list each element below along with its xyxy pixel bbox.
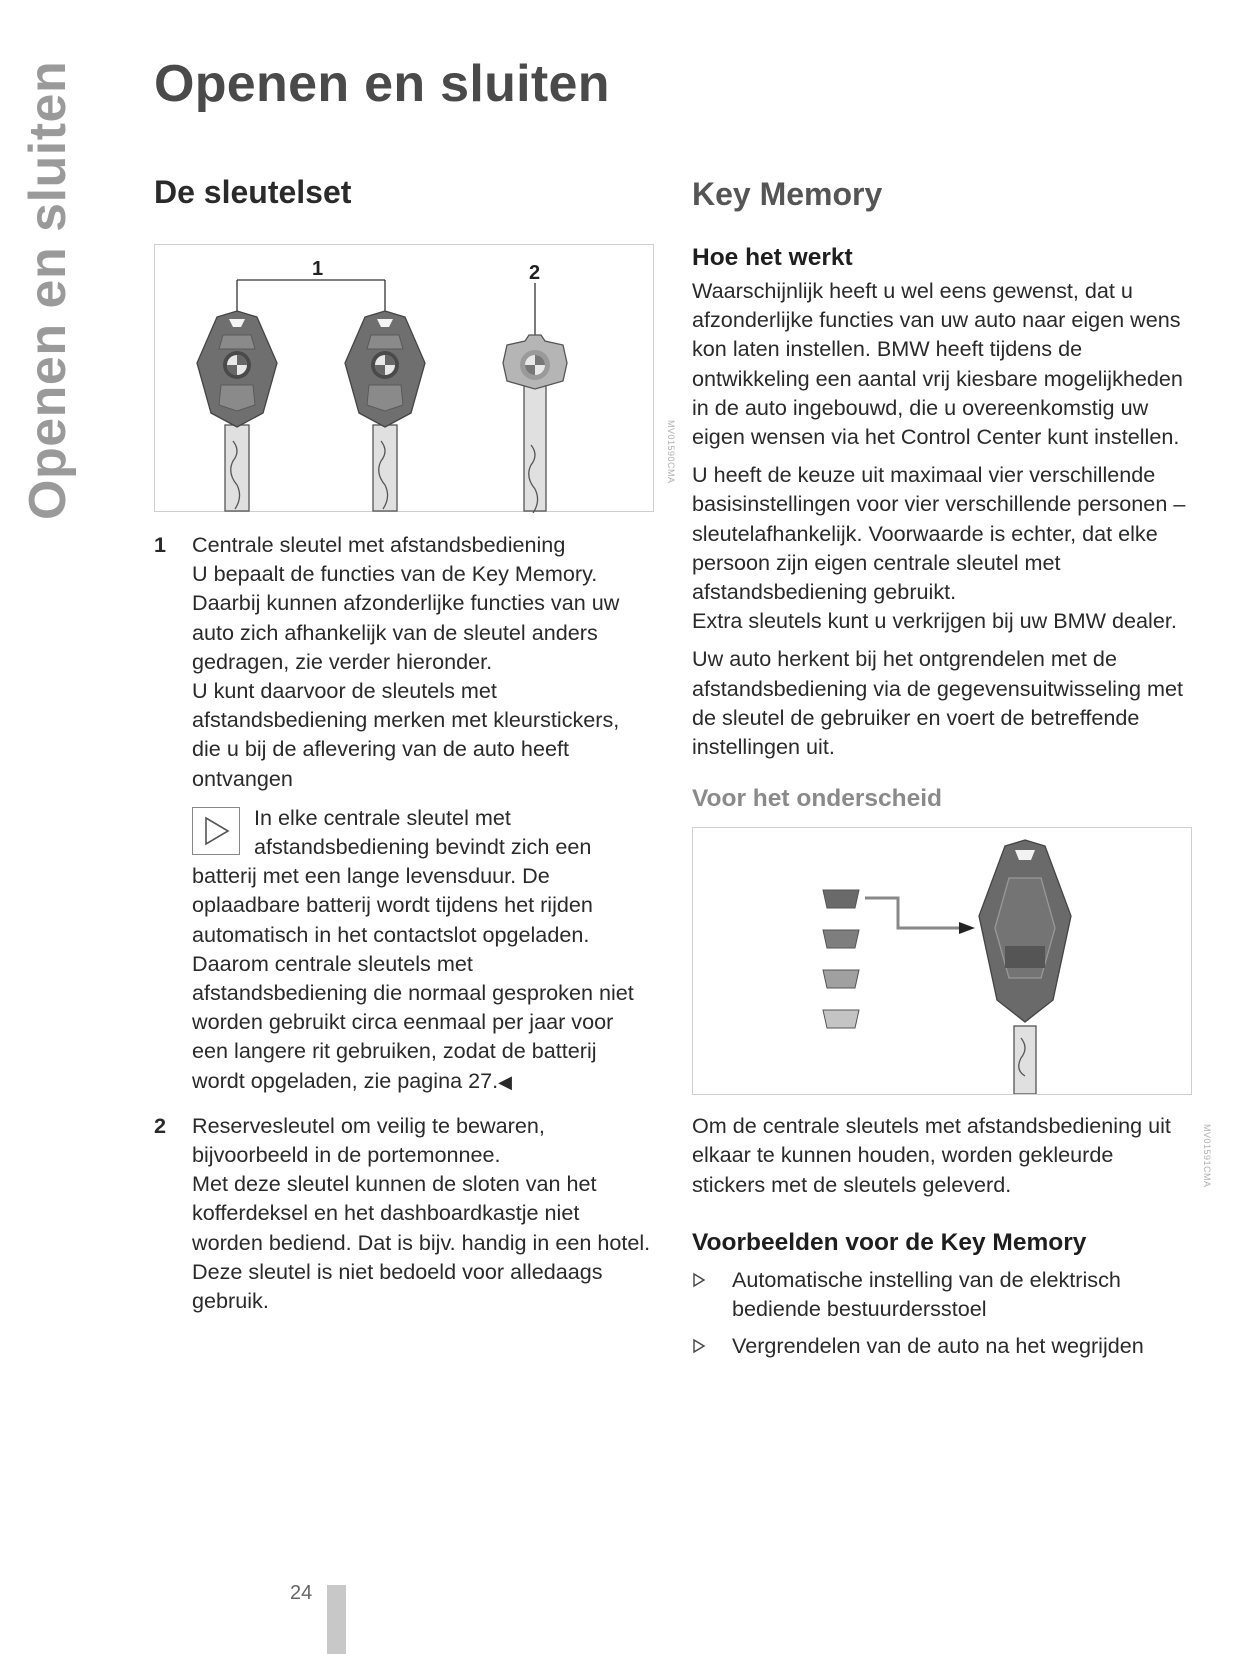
list-item-central-key — [154, 530, 654, 1097]
paragraph: Waarschijnlijk heeft u wel eens gewenst, dat u afzonderlijke functies van uw auto naar eigen wens kon laten instellen. BMW heeft tijdens de ontwikkeling een aantal vrij kiesbare mogelijkheden in de auto ingebouwd, die u overeenkomstig uw eigen wensen via het Control Center kunt instellen. — [692, 278, 1183, 450]
page-title: Openen en sluiten — [154, 55, 610, 113]
triangle-bullet-icon — [692, 1331, 732, 1360]
item-title: Reservesleutel om veilig te bewaren, bijvoorbeeld in de portemonnee. — [192, 1112, 545, 1168]
subheading-how-it-works: Hoe het werkt — [692, 244, 853, 271]
note-block — [192, 803, 654, 1097]
bullet-text: Vergrendelen van de auto na het wegrijden — [732, 1333, 1144, 1359]
list-item — [692, 1265, 1192, 1323]
end-mark-icon: ◀ — [498, 1071, 512, 1092]
bullet-text: Automatische instelling van de elektrisch bediende bestuurdersstoel — [732, 1266, 1121, 1322]
remote-key-1 — [197, 311, 277, 511]
chapter-side-tab: Openen en sluiten — [19, 60, 77, 520]
paragraph: Extra sleutels kunt u verkrijgen bij uw BMW dealer. — [692, 608, 1177, 634]
list-item-spare-key — [154, 1111, 654, 1315]
item-text: U kunt daarvoor de sleutels met afstandsbediening merken met kleurstickers, die u bij de aflevering van de auto heeft ontvangen — [192, 678, 620, 791]
key-set-list — [154, 530, 654, 1315]
page-marker-bar — [327, 1585, 346, 1654]
subheading-distinction: Voor het onderscheid — [692, 785, 943, 813]
callout-2: 2 — [529, 262, 541, 284]
note-text: In elke centrale sleutel met afstandsbediening bevindt zich een batterij met een lange levensduur. De oplaadbare batterij wordt tijdens het rijden automatisch in het contactslot opgeladen. — [192, 804, 593, 947]
remote-key-2 — [345, 311, 425, 511]
sticker-figure — [692, 827, 1192, 1095]
item-text: Met deze sleutel kunnen de sloten van het kofferdeksel en het dashboardkastje niet worden bediend. Dat is bijv. handig in een hotel. Deze sleutel is niet bedoeld voor alledaags gebruik. — [192, 1171, 651, 1314]
examples-list — [692, 1265, 1192, 1361]
section-heading-sleutelset: De sleutelset — [154, 174, 352, 210]
item-number: 1 — [154, 532, 167, 557]
figure-code: MV01591CMA — [1202, 1124, 1212, 1188]
sticker-caption: Om de centrale sleutels met afstandsbediening uit elkaar te kunnen houden, worden gekleurde stickers met de sleutels geleverd. — [692, 1113, 1171, 1197]
item-number: 2 — [154, 1112, 167, 1138]
figure-code: MV01590CMA — [666, 420, 676, 484]
triangle-bullet-icon — [692, 1265, 732, 1323]
keys-illustration — [155, 245, 655, 513]
list-item — [692, 1331, 1192, 1360]
section-heading-key-memory: Key Memory — [692, 176, 883, 212]
stickers-illustration — [693, 828, 1191, 1094]
note-text-2: Daarom centrale sleutels met afstandsbediening die normaal gesproken niet worden gebruikt circa eenmaal per jaar voor een langere rit gebruiken, zodat de batterij wordt opgeladen, zie pagina 27. — [192, 950, 634, 1093]
paragraph: U heeft de keuze uit maximaal vier verschillende basisinstellingen voor vier verschillende personen – sleutelafhankelijk. Voorwaarde is echter, dat elke persoon zijn eigen centrale sleutel met afstandsbediening gebruikt. — [692, 462, 1186, 605]
spare-key — [503, 335, 567, 513]
item-title: Centrale sleutel met afstandsbediening — [192, 532, 566, 557]
page-number: 24 — [290, 1582, 313, 1604]
key-memory-column — [692, 244, 1212, 1368]
note-triangle-icon — [192, 807, 240, 855]
paragraph: Uw auto herkent bij het ontgrendelen met de afstandsbediening via de gegevensuitwisseling met de sleutel de gebruiker en voert de betreffende instellingen uit. — [692, 646, 1183, 760]
callout-1: 1 — [312, 258, 324, 280]
item-text: U bepaalt de functies van de Key Memory. Daarbij kunnen afzonderlijke functies van uw auto zich afhankelijk van de sleutel anders gedragen, zie verder hieronder. — [192, 561, 620, 674]
subheading-examples: Voorbeelden voor de Key Memory — [692, 1228, 1087, 1256]
key-set-figure — [154, 244, 654, 512]
